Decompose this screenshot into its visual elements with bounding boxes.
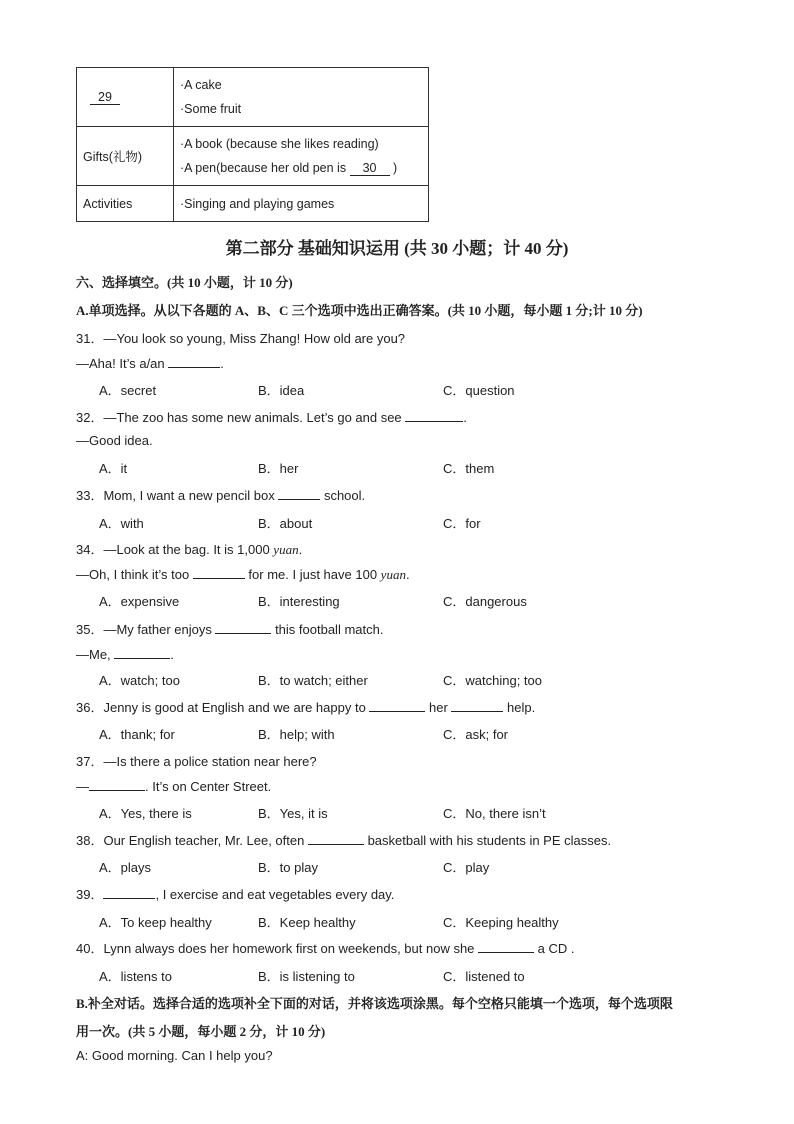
table-row: [77, 127, 429, 186]
question-text: yuan: [380, 567, 406, 582]
question-text: this football match.: [271, 622, 384, 637]
question-text: 32．—The zoo has some new animals. Let’s go and see: [76, 410, 406, 425]
list-item-text: ·A pen(because her old pen is: [180, 161, 350, 175]
option-c[interactable]: C．No, there isn’t: [443, 806, 546, 821]
table-cell-gifts: Gifts(礼物): [77, 127, 174, 186]
question-text: help.: [503, 700, 536, 715]
question-31: 31．—You look so young, Miss Zhang! How old are you?: [76, 331, 406, 346]
list-item: [180, 156, 422, 180]
answer-blank: [89, 778, 145, 791]
table-row: [77, 186, 429, 222]
option-a[interactable]: A．plays: [99, 860, 152, 875]
option-b[interactable]: B．idea: [258, 383, 305, 398]
question-text: 34．—Look at the bag. It is 1,000: [76, 542, 274, 557]
table-cell-activities: Activities: [77, 186, 174, 222]
list-item-text: ): [389, 161, 398, 175]
question-text: —: [76, 779, 89, 794]
option-a[interactable]: A．with: [99, 516, 144, 531]
question-text: .: [298, 542, 303, 557]
option-c[interactable]: C．play: [443, 860, 490, 875]
question-text: 39．: [76, 887, 104, 902]
option-b[interactable]: B．to watch; either: [258, 673, 368, 688]
option-c[interactable]: C．dangerous: [443, 594, 527, 609]
blank-29: 29: [90, 90, 120, 105]
question-32-reply: —Good idea.: [76, 433, 153, 448]
question-text: .: [463, 410, 467, 425]
question-37-reply: [76, 778, 271, 794]
section-a-heading: A.单项选择。从以下各题的 A、B、C 三个选项中选出正确答案。(共 10 小题，每小题 1 分;计 10 分): [76, 303, 643, 318]
question-text: her: [425, 700, 452, 715]
list-item: ·A cake: [180, 78, 222, 92]
option-b[interactable]: B．interesting: [258, 594, 340, 609]
question-37: 37．—Is there a police station near here?: [76, 754, 317, 769]
section-6-heading: 六、选择填空。(共 10 小题，计 10 分): [76, 275, 293, 290]
answer-blank: [405, 409, 463, 422]
question-text: .: [220, 356, 224, 371]
question-text: a CD .: [534, 941, 575, 956]
question-text: .: [405, 567, 410, 582]
question-text: —Oh, I think it’s too: [76, 567, 193, 582]
option-a[interactable]: A．listens to: [99, 969, 172, 984]
answer-blank: [369, 699, 425, 712]
question-text: basketball with his students in PE classes.: [363, 833, 612, 848]
option-c[interactable]: C．ask; for: [443, 727, 509, 742]
question-34-reply: [76, 566, 410, 583]
question-text: , I exercise and eat vegetables every day.: [155, 887, 395, 902]
option-b[interactable]: B．Yes, it is: [258, 806, 328, 821]
option-b[interactable]: B．help; with: [258, 727, 335, 742]
answer-blank: [451, 699, 503, 712]
option-c[interactable]: C．them: [443, 461, 495, 476]
option-a[interactable]: A．watch; too: [99, 673, 180, 688]
option-b[interactable]: B．is listening to: [258, 969, 355, 984]
option-a[interactable]: A．To keep healthy: [99, 915, 212, 930]
blank-30: 30: [350, 161, 390, 176]
question-text: yuan: [273, 542, 299, 557]
table-row: [77, 68, 429, 127]
question-text: 35．—My father enjoys: [76, 622, 216, 637]
list-item: ·Singing and playing games: [180, 196, 335, 211]
answer-blank: [215, 621, 271, 634]
question-text: 33．Mom, I want a new pencil box: [76, 488, 279, 503]
list-item: ·Some fruit: [180, 102, 242, 116]
table-cell-gift-items: [174, 127, 429, 186]
answer-blank: [478, 940, 534, 953]
question-32: [76, 407, 467, 426]
table-cell-food: [174, 68, 429, 127]
option-b[interactable]: B．Keep healthy: [258, 915, 356, 930]
answer-blank: [193, 566, 245, 579]
answer-blank: [103, 886, 155, 899]
question-31-answer-line: [76, 355, 224, 371]
question-text: 40．Lynn always does her homework first on weekends, but now she: [76, 941, 479, 956]
question-text: .: [170, 647, 174, 662]
question-text: —Aha! It’s a/an: [76, 356, 169, 371]
question-text: . It’s on Center Street.: [145, 779, 272, 794]
option-a[interactable]: A．expensive: [99, 594, 180, 609]
option-b[interactable]: B．her: [258, 461, 299, 476]
question-38: [76, 830, 611, 849]
option-a[interactable]: A．secret: [99, 383, 157, 398]
question-36: [76, 697, 535, 716]
answer-blank: [278, 487, 320, 500]
part-title: 第二部分 基础知识运用 (共 30 小题；计 40 分): [225, 239, 569, 258]
answer-blank: [114, 646, 170, 659]
answer-blank: [168, 355, 220, 368]
section-b-heading-cont: 用一次。(共 5 小题，每小题 2 分，计 10 分): [76, 1024, 326, 1039]
option-a[interactable]: A．it: [99, 461, 128, 476]
option-c[interactable]: C．for: [443, 516, 481, 531]
option-c[interactable]: C．Keeping healthy: [443, 915, 559, 930]
option-b[interactable]: B．about: [258, 516, 313, 531]
answer-blank: [308, 832, 364, 845]
birthday-plan-table: [76, 67, 429, 222]
option-c[interactable]: C．question: [443, 383, 515, 398]
question-39: [76, 884, 394, 903]
list-item: ·A book (because she likes reading): [180, 137, 379, 151]
question-text: for me. I just have 100: [244, 567, 381, 582]
question-35-reply: [76, 646, 174, 662]
question-40: [76, 938, 574, 957]
dialogue-line: A: Good morning. Can I help you?: [76, 1048, 273, 1063]
question-35: [76, 619, 383, 638]
table-cell-activity-items: [174, 186, 429, 222]
option-c[interactable]: C．watching; too: [443, 673, 542, 688]
question-text: 36．Jenny is good at English and we are happy to: [76, 700, 370, 715]
table-cell-blank-29: [77, 68, 174, 127]
option-b[interactable]: B．to play: [258, 860, 318, 875]
question-33: [76, 485, 365, 504]
section-b-heading: B.补全对话。选择合适的选项补全下面的对话，并将该选项涂黑。每个空格只能填一个选项，每个选项限: [76, 996, 673, 1011]
option-a[interactable]: A．Yes, there is: [99, 806, 192, 821]
question-text: school.: [320, 488, 366, 503]
question-34: [76, 539, 302, 558]
option-c[interactable]: C．listened to: [443, 969, 525, 984]
question-text: 38．Our English teacher, Mr. Lee, often: [76, 833, 308, 848]
question-text: —Me,: [76, 647, 115, 662]
option-a[interactable]: A．thank; for: [99, 727, 175, 742]
